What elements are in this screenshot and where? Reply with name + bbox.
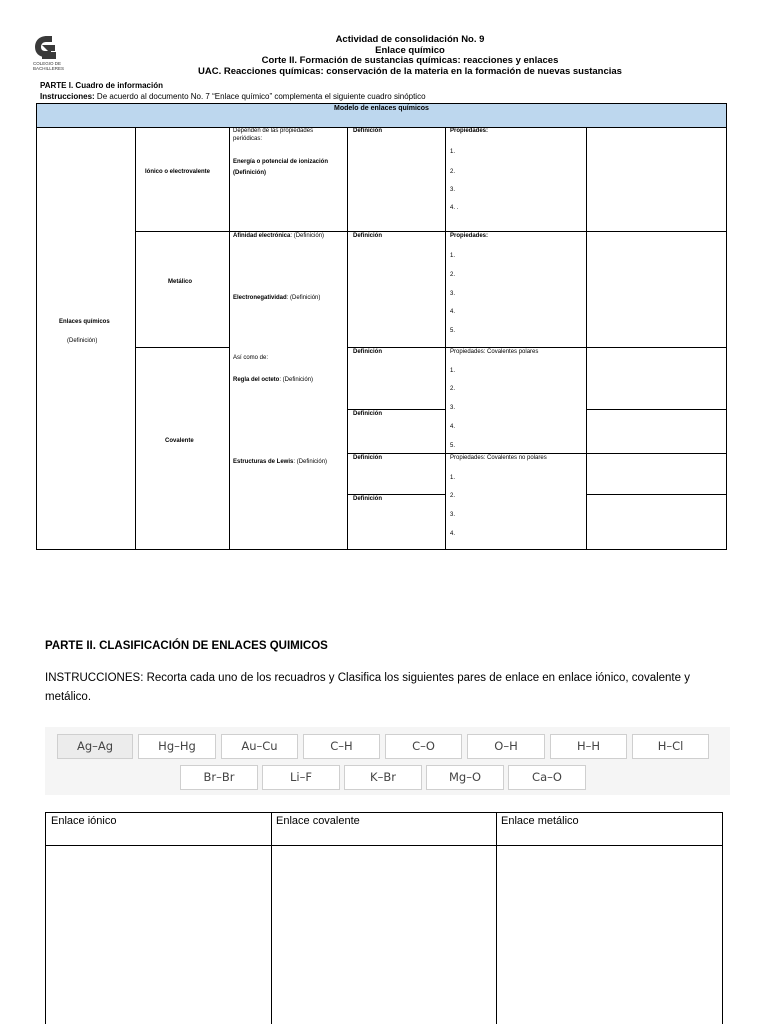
covalent-definition-label-3: Definición	[353, 455, 383, 461]
polar-properties-label: Propiedades: Covalentes polares	[450, 349, 539, 355]
bond-chip[interactable]: C–H	[303, 734, 380, 759]
bond-chip[interactable]: O–H	[467, 734, 545, 759]
column-metallic: Enlace metálico	[501, 815, 579, 827]
depend-line-2: periódicas:	[233, 136, 263, 142]
polar-prop-5: 5.	[450, 443, 456, 449]
classification-table	[45, 812, 723, 1024]
polar-prop-4: 4.	[450, 424, 456, 430]
ionic-type-label: Iónico o electrovalente	[145, 169, 211, 175]
column-ionic: Enlace iónico	[51, 815, 117, 827]
metallic-prop-2: 2.	[450, 272, 456, 278]
topic-title: Enlace químico	[375, 44, 445, 56]
nonpolar-prop-2: 2.	[450, 493, 456, 499]
instructions-label: Instrucciones:	[40, 92, 95, 101]
cut-title: Corte II. Formación de sustancias químicas: reacciones y enlaces	[261, 55, 559, 66]
energy-line-2: (Definición)	[233, 170, 266, 176]
covalent-definition-label-2: Definición	[353, 411, 383, 417]
energy-line-1: Energía o potencial de ionización	[233, 159, 329, 165]
bond-chip[interactable]: H–H	[550, 734, 627, 759]
ionic-prop-3: 3.	[450, 187, 456, 193]
bond-chip[interactable]: Mg–O	[426, 765, 504, 790]
metallic-prop-1: 1.	[450, 253, 456, 259]
part1-instructions	[40, 92, 426, 101]
metallic-type-label: Metálico	[168, 279, 193, 285]
octet-text: Regla del octeto: (Definición)	[233, 377, 314, 383]
covalent-definition-label-4: Definición	[353, 496, 383, 502]
ionic-definition-label: Definición	[353, 128, 383, 134]
bond-chip[interactable]: Hg–Hg	[138, 734, 216, 759]
metallic-properties-label: Propiedades:	[450, 233, 489, 239]
covalent-definition-label-1: Definición	[353, 349, 383, 355]
covalent-type-label: Covalente	[165, 438, 194, 444]
main-label: Enlaces químicos	[59, 319, 110, 325]
part2-instructions: INSTRUCCIONES: Recorta cada uno de los recuadros y Clasifica los siguientes pares de enlace en enlace iónico, covalente y metálico.	[45, 672, 690, 703]
ionic-properties-label: Propiedades:	[450, 128, 489, 134]
ionic-prop-1: 1.	[450, 149, 456, 155]
document-header	[130, 35, 690, 77]
main-definition: (Definición)	[67, 338, 98, 344]
metallic-prop-4: 4.	[450, 309, 456, 315]
instructions-text: De acuerdo al documento No. 7 “Enlace químico” complementa el siguiente cuadro sinóptico	[94, 92, 426, 101]
bond-chip[interactable]: H–Cl	[632, 734, 709, 759]
bond-chip[interactable]: Au–Cu	[221, 734, 298, 759]
bond-chips-area	[45, 727, 730, 795]
polar-prop-1: 1.	[450, 368, 456, 374]
ionic-prop-4: 4. .	[450, 205, 459, 211]
bond-chip[interactable]: K–Br	[344, 765, 422, 790]
nonpolar-properties-label: Propiedades: Covalentes no polares	[450, 455, 547, 461]
metallic-prop-5: 5.	[450, 328, 456, 334]
uac-title: UAC. Reacciones químicas: conservación de la materia en la formación de nuevas sustancias	[198, 65, 622, 77]
bond-model-table	[36, 103, 727, 550]
metallic-prop-3: 3.	[450, 291, 456, 297]
logo-line-1: COLEGIO DE	[33, 61, 62, 66]
bond-chip[interactable]: Br–Br	[180, 765, 258, 790]
logo-caption	[33, 61, 64, 71]
nonpolar-prop-3: 3.	[450, 512, 456, 518]
polar-prop-2: 2.	[450, 386, 456, 392]
ionic-prop-2: 2.	[450, 169, 456, 175]
part2-title: PARTE II. CLASIFICACIÓN DE ENLACES QUIMICOS	[45, 640, 328, 652]
column-covalent: Enlace covalente	[276, 815, 360, 827]
bond-chip[interactable]: Li–F	[262, 765, 340, 790]
depend-line-1: Dependen de las propiedades	[233, 128, 314, 134]
polar-prop-3: 3.	[450, 405, 456, 411]
also-text: Así como de:	[233, 355, 269, 361]
bond-chip[interactable]: C–O	[385, 734, 462, 759]
lewis-text: Estructuras de Lewis: (Definición)	[233, 459, 328, 465]
activity-title: Actividad de consolidación No. 9	[335, 34, 485, 45]
nonpolar-prop-1: 1.	[450, 475, 456, 481]
table-title: Modelo de enlaces químicos	[334, 105, 429, 112]
bond-chip[interactable]: Ca–O	[508, 765, 586, 790]
table-header-bar	[37, 104, 726, 128]
bond-chip[interactable]: Ag–Ag	[57, 734, 133, 759]
electronegativity-text: Electronegatividad: (Definición)	[233, 295, 321, 301]
metallic-definition-label: Definición	[353, 233, 383, 239]
nonpolar-prop-4: 4.	[450, 531, 456, 537]
part1-title: PARTE I. Cuadro de información	[40, 81, 163, 90]
logo-line-2: BACHILLERES	[33, 66, 65, 71]
affinity-text: Afinidad electrónica: (Definición)	[233, 233, 325, 239]
